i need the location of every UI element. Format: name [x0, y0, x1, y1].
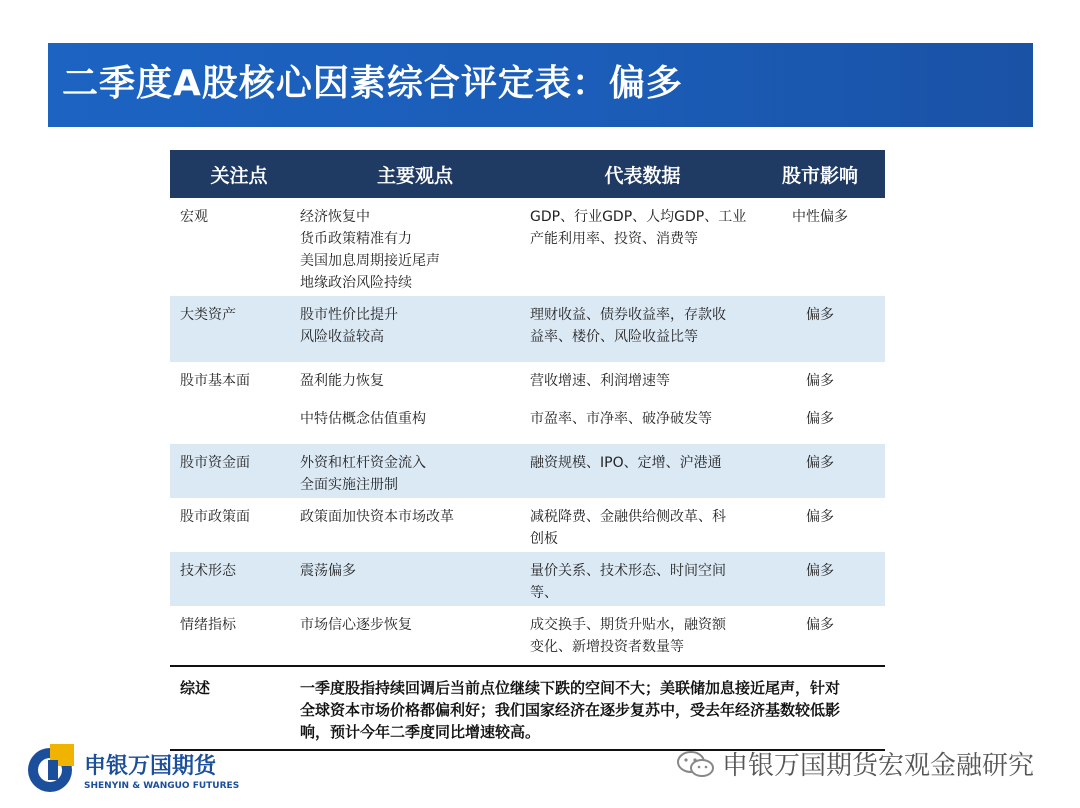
- view-line: 市场信心逐步恢复: [300, 617, 412, 633]
- cell-focus: 股市基本面: [180, 373, 250, 389]
- table-body: [170, 198, 885, 670]
- table-row: [170, 198, 885, 296]
- cell-impact: 偏多: [806, 455, 834, 471]
- summary-row: [170, 665, 885, 751]
- header-impact: 股市影响: [781, 164, 858, 187]
- cell-focus: 情绪指标: [180, 617, 236, 633]
- header-views: 主要观点: [376, 164, 453, 187]
- page-title: 二季度A股核心因素综合评定表：偏多: [62, 63, 683, 104]
- cell-data: [530, 614, 755, 670]
- cell-data: [530, 560, 755, 606]
- table-row: [170, 362, 885, 400]
- table-row: [170, 296, 885, 362]
- cell-views: [300, 452, 530, 498]
- logo-mark-icon: [24, 740, 264, 800]
- view-line: 震荡偏多: [300, 563, 356, 579]
- view-line: 风险收益较高: [300, 329, 384, 345]
- cell-impact: 偏多: [806, 307, 834, 323]
- data-line: 量价关系、技术形态、时间空间: [530, 563, 726, 579]
- view-line: 美国加息周期接近尾声: [300, 253, 440, 269]
- cell-views: [300, 614, 530, 670]
- view-line: 外资和杠杆资金流入: [300, 455, 426, 471]
- summary-line: 全球资本市场价格都偏利好；我们国家经济在逐步复苏中，受去年经济基数较低影: [300, 701, 841, 719]
- view-line: 货币政策精准有力: [300, 231, 412, 247]
- cell-focus: 股市资金面: [180, 455, 250, 471]
- data-line: 等、: [530, 585, 558, 601]
- header-focus: 关注点: [210, 164, 268, 187]
- cell-impact: 中性偏多: [792, 209, 848, 225]
- company-logo: [24, 740, 264, 800]
- view-line: 政策面加快资本市场改革: [300, 509, 454, 525]
- data-line: 市盈率、市净率、破净破发等: [530, 411, 712, 427]
- cell-impact: 偏多: [806, 563, 834, 579]
- data-line: 融资规模、IPO、定增、沪港通: [530, 455, 722, 471]
- cell-views: [300, 304, 530, 362]
- cell-focus: 技术形态: [180, 563, 236, 579]
- table-row: [170, 606, 885, 670]
- view-line: 盈利能力恢复: [300, 373, 384, 389]
- data-line: 创板: [530, 531, 558, 547]
- cell-data: [530, 408, 755, 444]
- table-row: [170, 444, 885, 498]
- table-header: [170, 150, 885, 198]
- summary-label: 综述: [180, 679, 211, 697]
- logo-name-en: SHENYIN & WANGUO FUTURES: [84, 781, 240, 791]
- cell-impact: 偏多: [806, 373, 834, 389]
- cell-focus: 大类资产: [180, 307, 236, 323]
- cell-focus: 股市政策面: [180, 509, 250, 525]
- cell-impact: 偏多: [806, 411, 834, 427]
- title-banner: [48, 43, 1033, 127]
- summary-text: [300, 677, 880, 749]
- cell-views: [300, 408, 530, 444]
- logo-name-cn: 申银万国期货: [84, 754, 217, 779]
- summary-line: 一季度股指持续回调后当前点位继续下跌的空间不大；美联储加息接近尾声，针对: [300, 679, 841, 697]
- view-line: 股市性价比提升: [300, 307, 398, 323]
- data-line: 减税降费、金融供给侧改革、科: [530, 509, 726, 525]
- cell-views: [300, 206, 530, 296]
- table-row: [170, 498, 885, 552]
- data-line: 益率、楼价、风险收益比等: [530, 329, 698, 345]
- view-line: 中特估概念估值重构: [300, 411, 426, 427]
- summary-line: 响，预计今年二季度同比增速较高。: [300, 723, 541, 741]
- header-data: 代表数据: [604, 164, 681, 187]
- data-line: 营收增速、利润增速等: [530, 373, 670, 389]
- cell-views: [300, 370, 530, 400]
- cell-views: [300, 506, 530, 552]
- view-line: 全面实施注册制: [300, 477, 398, 493]
- data-line: 变化、新增投资者数量等: [530, 639, 684, 655]
- table-row: [170, 552, 885, 606]
- cell-focus: 宏观: [180, 209, 208, 225]
- watermark: [676, 745, 1034, 782]
- table-row: [170, 400, 885, 444]
- watermark-text: 申银万国期货宏观金融研究: [722, 751, 1035, 781]
- view-line: 地缘政治风险持续: [300, 275, 412, 291]
- cell-views: [300, 560, 530, 606]
- cell-impact: 偏多: [806, 617, 834, 633]
- cell-data: [530, 370, 755, 400]
- evaluation-table: [170, 150, 885, 670]
- cell-focus: [170, 408, 300, 444]
- wechat-icon: [676, 749, 716, 779]
- data-line: GDP、行业GDP、人均GDP、工业: [530, 209, 747, 225]
- cell-impact: 偏多: [806, 509, 834, 525]
- view-line: 经济恢复中: [300, 209, 370, 225]
- data-line: 理财收益、债券收益率，存款收: [530, 307, 726, 323]
- cell-data: [530, 304, 755, 362]
- data-line: 成交换手、期货升贴水，融资额: [530, 617, 726, 633]
- cell-data: [530, 206, 755, 296]
- data-line: 产能利用率、投资、消费等: [530, 231, 698, 247]
- cell-data: [530, 452, 755, 498]
- cell-data: [530, 506, 755, 552]
- banner-decor-curve: [653, 43, 1033, 127]
